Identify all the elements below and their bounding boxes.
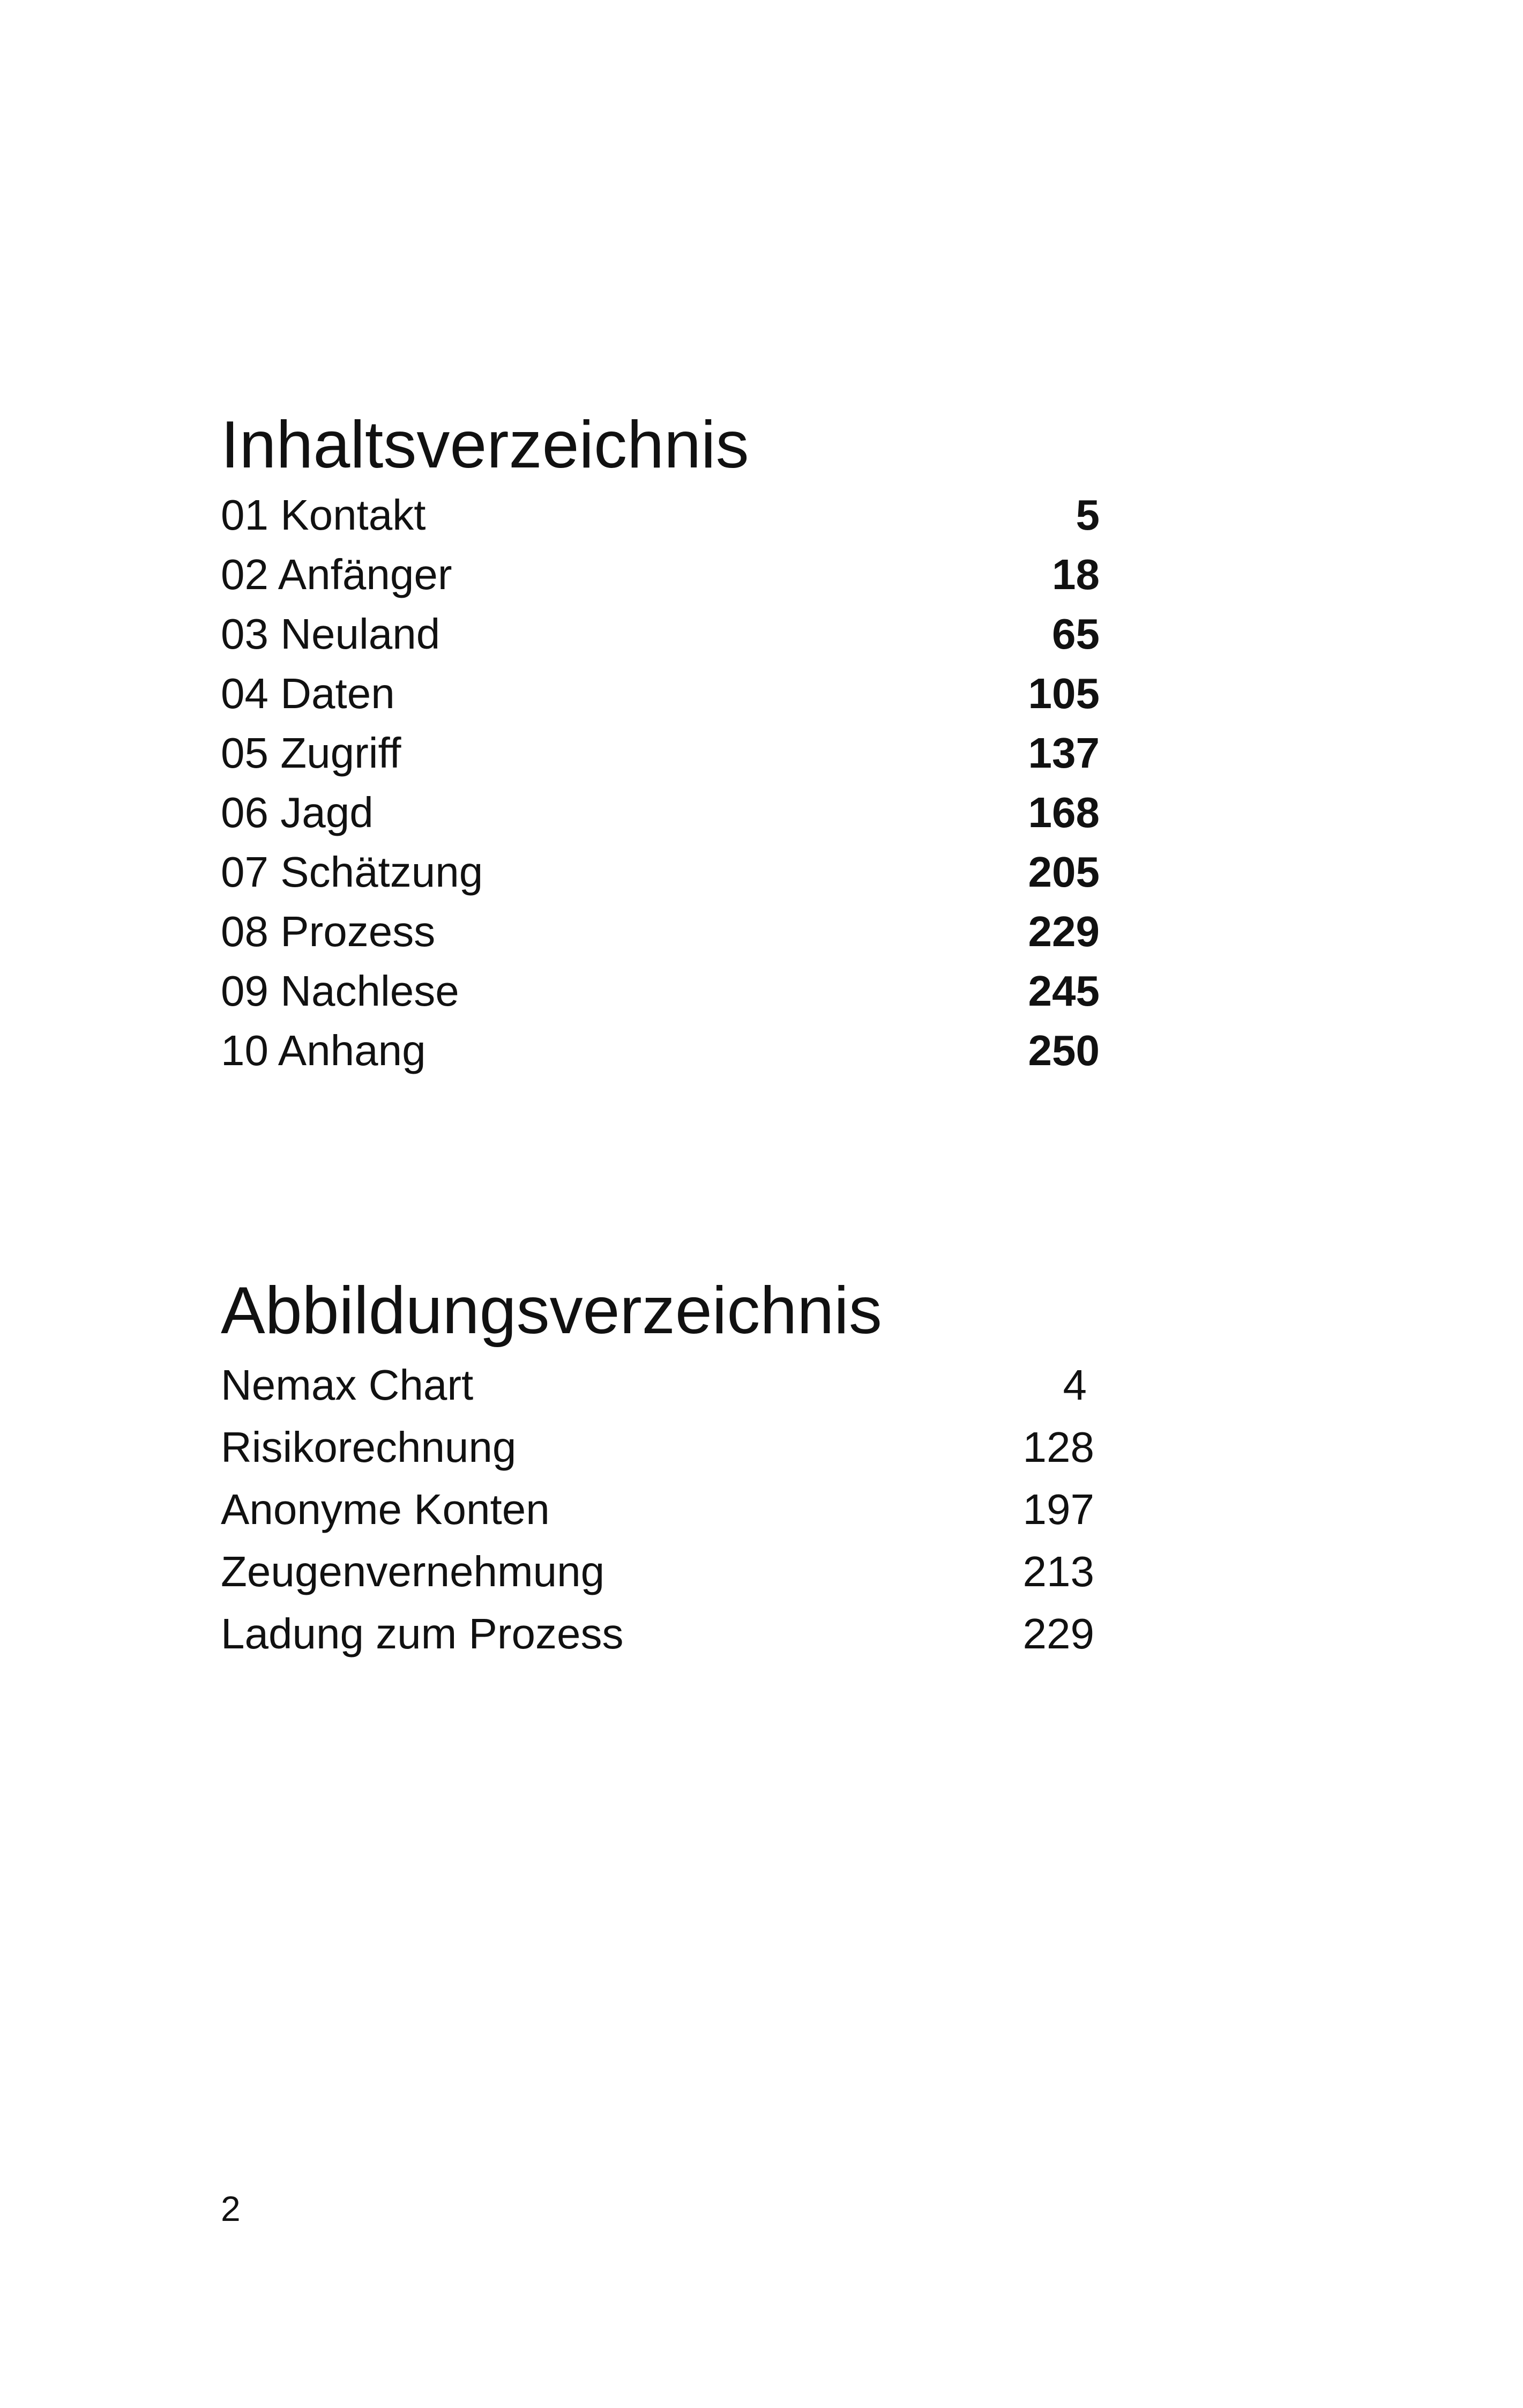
figure-entry-label: Ladung zum Prozess <box>221 1610 624 1658</box>
toc-entry-label: 01 Kontakt <box>221 490 426 539</box>
list-of-figures <box>221 1270 1094 1665</box>
toc-entry-label: 03 Neuland <box>221 610 441 658</box>
toc-heading: Inhaltsverzeichnis <box>221 408 749 482</box>
toc-entry-page: 168 <box>1028 788 1100 836</box>
toc-entry-label: 07 Schätzung <box>221 848 483 896</box>
figure-entry-page: 213 <box>1022 1548 1094 1595</box>
figure-entry <box>221 1354 1094 1416</box>
toc-list <box>221 485 1100 1080</box>
toc-entry-label: 06 Jagd <box>221 788 374 836</box>
toc-entry-page: 5 <box>1076 490 1100 539</box>
toc-entry-label: 09 Nachlese <box>221 967 459 1015</box>
toc-entry-label: 02 Anfänger <box>221 550 452 598</box>
toc-entry <box>221 604 1100 664</box>
toc-entry <box>221 961 1100 1021</box>
figure-entry-page: 128 <box>1022 1423 1094 1471</box>
toc-entry-page: 137 <box>1028 729 1100 777</box>
toc-entry-page: 65 <box>1052 610 1100 658</box>
toc-entry <box>221 842 1100 902</box>
toc-entry-page: 245 <box>1028 967 1100 1015</box>
figures-heading: Abbildungsverzeichnis <box>221 1274 882 1348</box>
toc-entry-page: 18 <box>1052 550 1100 598</box>
figure-entry-label: Zeugenvernehmung <box>221 1548 605 1595</box>
page-number: 2 <box>221 2189 241 2228</box>
toc-entry-label: 10 Anhang <box>221 1026 426 1074</box>
figure-entry-page: 197 <box>1022 1485 1094 1533</box>
figure-entry <box>221 1416 1094 1478</box>
figure-entry <box>221 1478 1094 1541</box>
figure-entry <box>221 1603 1094 1665</box>
figure-entry-label: Anonyme Konten <box>221 1485 550 1533</box>
figure-entry-page: 229 <box>1022 1610 1094 1658</box>
toc-entry <box>221 902 1100 961</box>
figure-entry-label: Risikorechnung <box>221 1423 517 1471</box>
toc-entry <box>221 545 1100 604</box>
figure-entry-page: 4 <box>1063 1361 1087 1409</box>
toc-entry <box>221 485 1100 545</box>
figure-entry-label: Nemax Chart <box>221 1361 474 1409</box>
figure-entry <box>221 1541 1094 1603</box>
toc-entry-page: 250 <box>1028 1026 1100 1074</box>
toc-entry <box>221 783 1100 842</box>
toc-entry-label: 05 Zugriff <box>221 729 401 777</box>
toc-entry <box>221 1021 1100 1080</box>
toc-entry-label: 04 Daten <box>221 669 395 717</box>
toc-entry-page: 205 <box>1028 848 1100 896</box>
toc-entry-label: 08 Prozess <box>221 907 436 955</box>
toc-entry <box>221 664 1100 723</box>
toc-entry <box>221 723 1100 783</box>
toc-entry-page: 105 <box>1028 669 1100 717</box>
toc-entry-page: 229 <box>1028 907 1100 955</box>
table-of-contents <box>221 405 1100 1080</box>
figures-list <box>221 1354 1094 1665</box>
